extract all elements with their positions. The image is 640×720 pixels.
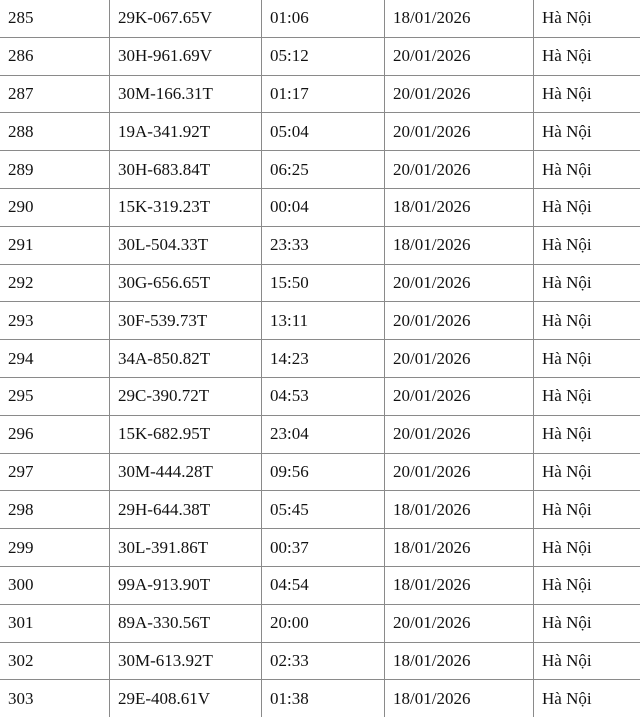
row-number-cell: 290 bbox=[0, 188, 110, 226]
license-plate-cell: 29C-390.72T bbox=[110, 377, 262, 415]
license-plate-cell: 29E-408.61V bbox=[110, 680, 262, 717]
date-cell: 20/01/2026 bbox=[385, 604, 534, 642]
row-number-cell: 286 bbox=[0, 37, 110, 75]
date-cell: 20/01/2026 bbox=[385, 113, 534, 151]
location-cell: Hà Nội bbox=[534, 491, 640, 529]
table-row bbox=[0, 151, 640, 189]
license-plate-cell: 99A-913.90T bbox=[110, 566, 262, 604]
location-cell: Hà Nội bbox=[534, 642, 640, 680]
license-plate-cell: 19A-341.92T bbox=[110, 113, 262, 151]
table-row bbox=[0, 415, 640, 453]
table-row bbox=[0, 642, 640, 680]
location-cell: Hà Nội bbox=[534, 415, 640, 453]
row-number-cell: 293 bbox=[0, 302, 110, 340]
time-cell: 09:56 bbox=[262, 453, 385, 491]
time-cell: 04:54 bbox=[262, 566, 385, 604]
time-cell: 01:17 bbox=[262, 75, 385, 113]
table-row bbox=[0, 529, 640, 567]
table-row bbox=[0, 226, 640, 264]
row-number-cell: 294 bbox=[0, 340, 110, 378]
time-cell: 23:33 bbox=[262, 226, 385, 264]
location-cell: Hà Nội bbox=[534, 0, 640, 37]
date-cell: 20/01/2026 bbox=[385, 415, 534, 453]
time-cell: 02:33 bbox=[262, 642, 385, 680]
row-number-cell: 296 bbox=[0, 415, 110, 453]
table-row bbox=[0, 113, 640, 151]
location-cell: Hà Nội bbox=[534, 113, 640, 151]
license-plate-cell: 30H-683.84T bbox=[110, 151, 262, 189]
date-cell: 18/01/2026 bbox=[385, 529, 534, 567]
license-plate-cell: 30M-613.92T bbox=[110, 642, 262, 680]
date-cell: 20/01/2026 bbox=[385, 264, 534, 302]
table-row bbox=[0, 491, 640, 529]
date-cell: 20/01/2026 bbox=[385, 151, 534, 189]
time-cell: 23:04 bbox=[262, 415, 385, 453]
license-plate-cell: 30F-539.73T bbox=[110, 302, 262, 340]
license-plate-cell: 30G-656.65T bbox=[110, 264, 262, 302]
location-cell: Hà Nội bbox=[534, 188, 640, 226]
row-number-cell: 299 bbox=[0, 529, 110, 567]
row-number-cell: 285 bbox=[0, 0, 110, 37]
location-cell: Hà Nội bbox=[534, 377, 640, 415]
row-number-cell: 300 bbox=[0, 566, 110, 604]
time-cell: 01:38 bbox=[262, 680, 385, 717]
date-cell: 20/01/2026 bbox=[385, 453, 534, 491]
license-plate-cell: 34A-850.82T bbox=[110, 340, 262, 378]
location-cell: Hà Nội bbox=[534, 529, 640, 567]
date-cell: 20/01/2026 bbox=[385, 37, 534, 75]
date-cell: 18/01/2026 bbox=[385, 0, 534, 37]
time-cell: 15:50 bbox=[262, 264, 385, 302]
location-cell: Hà Nội bbox=[534, 151, 640, 189]
row-number-cell: 287 bbox=[0, 75, 110, 113]
row-number-cell: 289 bbox=[0, 151, 110, 189]
time-cell: 00:04 bbox=[262, 188, 385, 226]
date-cell: 20/01/2026 bbox=[385, 377, 534, 415]
location-cell: Hà Nội bbox=[534, 604, 640, 642]
table-row bbox=[0, 37, 640, 75]
location-cell: Hà Nội bbox=[534, 37, 640, 75]
date-cell: 18/01/2026 bbox=[385, 491, 534, 529]
row-number-cell: 303 bbox=[0, 680, 110, 717]
license-plate-cell: 89A-330.56T bbox=[110, 604, 262, 642]
row-number-cell: 295 bbox=[0, 377, 110, 415]
table-row bbox=[0, 340, 640, 378]
time-cell: 00:37 bbox=[262, 529, 385, 567]
license-plate-cell: 30L-504.33T bbox=[110, 226, 262, 264]
table-row bbox=[0, 604, 640, 642]
location-cell: Hà Nội bbox=[534, 340, 640, 378]
license-plate-cell: 15K-319.23T bbox=[110, 188, 262, 226]
time-cell: 05:04 bbox=[262, 113, 385, 151]
table-row bbox=[0, 680, 640, 717]
table-row bbox=[0, 302, 640, 340]
time-cell: 04:53 bbox=[262, 377, 385, 415]
table-row bbox=[0, 75, 640, 113]
row-number-cell: 298 bbox=[0, 491, 110, 529]
date-cell: 20/01/2026 bbox=[385, 75, 534, 113]
row-number-cell: 288 bbox=[0, 113, 110, 151]
time-cell: 05:12 bbox=[262, 37, 385, 75]
table-row bbox=[0, 264, 640, 302]
time-cell: 13:11 bbox=[262, 302, 385, 340]
date-cell: 20/01/2026 bbox=[385, 302, 534, 340]
row-number-cell: 302 bbox=[0, 642, 110, 680]
location-cell: Hà Nội bbox=[534, 302, 640, 340]
location-cell: Hà Nội bbox=[534, 680, 640, 717]
table-row bbox=[0, 453, 640, 491]
time-cell: 01:06 bbox=[262, 0, 385, 37]
date-cell: 18/01/2026 bbox=[385, 566, 534, 604]
table-row bbox=[0, 188, 640, 226]
license-plate-cell: 30H-961.69V bbox=[110, 37, 262, 75]
license-plate-cell: 15K-682.95T bbox=[110, 415, 262, 453]
date-cell: 20/01/2026 bbox=[385, 340, 534, 378]
date-cell: 18/01/2026 bbox=[385, 188, 534, 226]
license-plate-cell: 30M-444.28T bbox=[110, 453, 262, 491]
row-number-cell: 292 bbox=[0, 264, 110, 302]
date-cell: 18/01/2026 bbox=[385, 226, 534, 264]
row-number-cell: 297 bbox=[0, 453, 110, 491]
location-cell: Hà Nội bbox=[534, 566, 640, 604]
license-plate-cell: 30M-166.31T bbox=[110, 75, 262, 113]
time-cell: 05:45 bbox=[262, 491, 385, 529]
row-number-cell: 301 bbox=[0, 604, 110, 642]
table-row bbox=[0, 566, 640, 604]
row-number-cell: 291 bbox=[0, 226, 110, 264]
time-cell: 14:23 bbox=[262, 340, 385, 378]
location-cell: Hà Nội bbox=[534, 264, 640, 302]
license-plate-cell: 29H-644.38T bbox=[110, 491, 262, 529]
date-cell: 18/01/2026 bbox=[385, 642, 534, 680]
table-row bbox=[0, 377, 640, 415]
license-plate-cell: 30L-391.86T bbox=[110, 529, 262, 567]
location-cell: Hà Nội bbox=[534, 75, 640, 113]
time-cell: 06:25 bbox=[262, 151, 385, 189]
table-row bbox=[0, 0, 640, 37]
time-cell: 20:00 bbox=[262, 604, 385, 642]
location-cell: Hà Nội bbox=[534, 453, 640, 491]
location-cell: Hà Nội bbox=[534, 226, 640, 264]
date-cell: 18/01/2026 bbox=[385, 680, 534, 717]
license-plate-cell: 29K-067.65V bbox=[110, 0, 262, 37]
